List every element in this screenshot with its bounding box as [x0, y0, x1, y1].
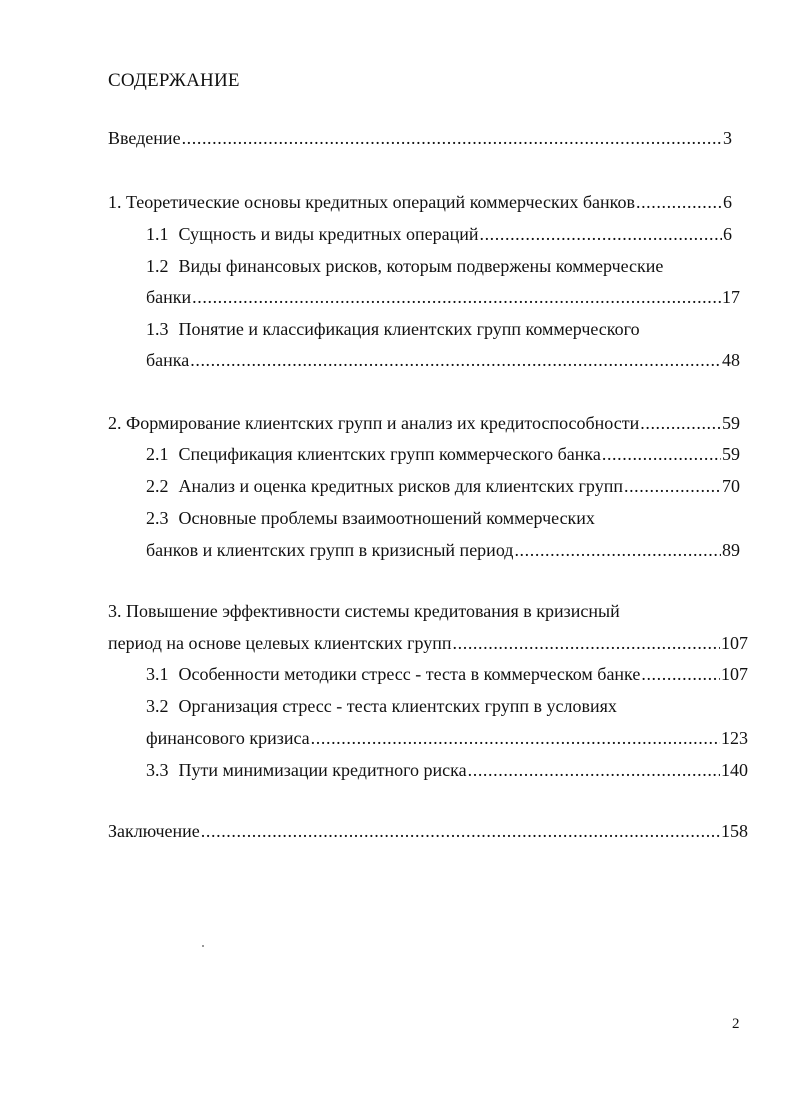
section-title: Основные проблемы взаимоотношений коммерческих — [178, 508, 595, 528]
toc-entry-section-2-3-line2[interactable] — [146, 539, 740, 561]
toc-page-number: 123 — [721, 728, 748, 748]
dot-leader — [311, 727, 720, 749]
toc-entry-section-3-2-line1[interactable] — [146, 695, 617, 717]
section-title: Анализ и оценка кредитных рисков для клиентских групп — [178, 476, 623, 496]
toc-entry-text — [146, 443, 601, 465]
chapter-title-continued: период на основе целевых клиентских групп — [108, 633, 452, 653]
toc-entry-text: Заключение — [108, 821, 200, 841]
toc-entry-text — [146, 759, 467, 781]
section-number: 3.2 — [146, 696, 169, 716]
toc-entry-chapter-3-line2[interactable] — [108, 632, 748, 654]
section-title: Виды финансовых рисков, которым подвержены коммерческие — [178, 256, 664, 276]
toc-entry-section-1-2-line2[interactable] — [146, 286, 740, 308]
toc-page-number: 59 — [722, 413, 740, 433]
toc-page-number: 3 — [723, 128, 732, 148]
dot-leader — [624, 475, 721, 497]
chapter-title: 3. Повышение эффективности системы кредитования в кризисный — [108, 601, 620, 621]
toc-entry-chapter-2[interactable] — [108, 412, 740, 434]
page-title: СОДЕРЖАНИЕ — [108, 70, 240, 91]
toc-entry-text — [146, 663, 640, 685]
toc-entry-section-3-1[interactable] — [146, 663, 748, 685]
dot-leader — [602, 443, 721, 465]
toc-entry-intro[interactable] — [108, 127, 732, 149]
section-title: Спецификация клиентских групп коммерческого банка — [178, 444, 601, 464]
section-number: 1.1 — [146, 224, 169, 244]
toc-entry-text — [146, 475, 623, 497]
dot-leader — [636, 191, 722, 213]
section-title-continued: банков и клиентских групп в кризисный период — [146, 540, 514, 560]
section-number: 2.3 — [146, 508, 169, 528]
toc-page-number: 6 — [723, 224, 732, 244]
toc-entry-text: 2. Формирование клиентских групп и анализ их кредитоспособности — [108, 413, 640, 433]
toc-entry-text — [146, 223, 478, 245]
section-title-continued: банки — [146, 287, 192, 307]
toc-entry-section-1-1[interactable] — [146, 223, 732, 245]
toc-page-number: 140 — [721, 760, 748, 780]
toc-page-number: 17 — [722, 287, 740, 307]
section-number: 3.3 — [146, 760, 169, 780]
section-number: 2.1 — [146, 444, 169, 464]
page-number: 2 — [732, 1016, 740, 1032]
toc-entry-section-3-2-line2[interactable] — [146, 727, 748, 749]
toc-page-number: 70 — [722, 476, 740, 496]
dot-leader — [192, 286, 721, 308]
toc-entry-section-1-3-line2[interactable] — [146, 349, 740, 371]
toc-entry-section-2-3-line1[interactable] — [146, 507, 595, 529]
toc-page-number: 59 — [722, 444, 740, 464]
toc-page-number: 107 — [721, 664, 748, 684]
toc-page-number: 89 — [722, 540, 740, 560]
toc-entry-section-1-2-line1[interactable] — [146, 255, 663, 277]
section-number: 1.3 — [146, 319, 169, 339]
section-title: Особенности методики стресс - теста в коммерческом банке — [178, 664, 641, 684]
section-title: Пути минимизации кредитного риска — [178, 760, 467, 780]
toc-entry-chapter-1[interactable] — [108, 191, 732, 213]
toc-page-number: 158 — [721, 821, 748, 841]
dot-leader — [190, 349, 721, 371]
dot-leader — [514, 539, 721, 561]
toc-entry-section-3-3[interactable] — [146, 759, 748, 781]
section-title-continued: финансового кризиса — [146, 728, 310, 748]
toc-entry-section-1-3-line1[interactable] — [146, 318, 640, 340]
section-title: Организация стресс - теста клиентских групп в условиях — [178, 696, 617, 716]
dot-leader — [468, 759, 720, 781]
toc-entry-chapter-3-line1[interactable] — [108, 600, 620, 622]
section-title: Понятие и классификация клиентских групп коммерческого — [178, 319, 640, 339]
dot-leader — [182, 127, 722, 149]
toc-entry-conclusion[interactable] — [108, 820, 748, 842]
toc-entry-section-2-1[interactable] — [146, 443, 740, 465]
section-title-continued: банка — [146, 350, 190, 370]
toc-entry-text: 1. Теоретические основы кредитных операций коммерческих банков — [108, 192, 635, 212]
toc-page-number: 107 — [721, 633, 748, 653]
section-number: 3.1 — [146, 664, 169, 684]
section-title: Сущность и виды кредитных операций — [178, 224, 479, 244]
dot-leader — [641, 663, 720, 685]
dot-leader — [640, 412, 721, 434]
dot-leader — [479, 223, 722, 245]
toc-page-number: 6 — [723, 192, 732, 212]
dot-leader — [453, 632, 720, 654]
section-number: 2.2 — [146, 476, 169, 496]
dot-leader — [201, 820, 720, 842]
toc-entry-section-2-2[interactable] — [146, 475, 740, 497]
toc-page-number: 48 — [722, 350, 740, 370]
section-number: 1.2 — [146, 256, 169, 276]
scan-speck — [202, 945, 204, 947]
toc-entry-text: Введение — [108, 128, 181, 148]
